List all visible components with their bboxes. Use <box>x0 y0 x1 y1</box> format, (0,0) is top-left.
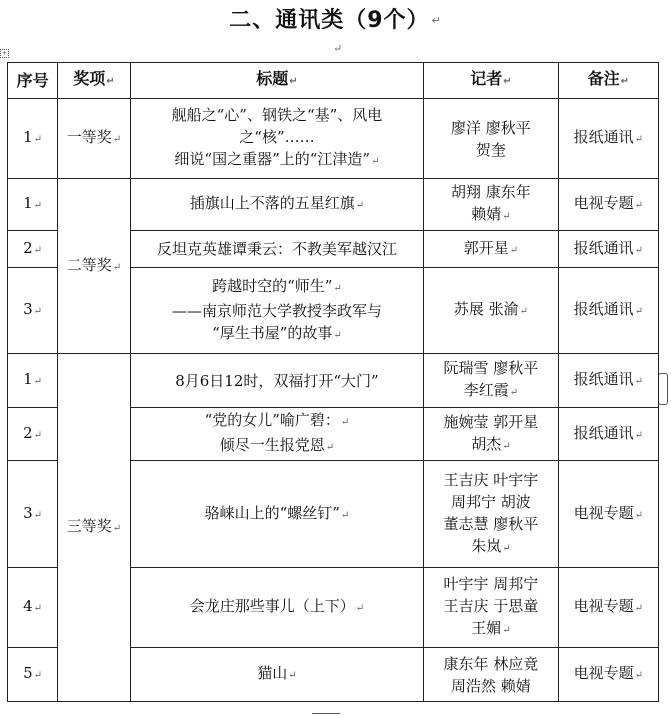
cell-title: 插旗山上不落的五星红旗↵ <box>130 179 423 231</box>
cell-no: 1↵ <box>8 99 58 179</box>
cell-no: 3↵ <box>8 461 58 568</box>
cell-no: 3↵ <box>8 268 58 354</box>
cell-title: “党的女儿”喻广碧：↵ 倾尽一生报党恩↵ <box>130 408 423 461</box>
cell-reporter: 胡翔 康东年 赖婧↵ <box>424 179 558 231</box>
cell-reporter: 叶宇宇 周邦宁 王吉庆 于思童 王媚↵ <box>424 568 558 648</box>
table-row <box>8 99 659 179</box>
header-no: 序号 <box>8 63 58 99</box>
table-move-handle-icon[interactable]: + <box>1 50 8 57</box>
cell-reporter: 郭开星↵ <box>424 231 558 268</box>
awards-table <box>7 62 659 702</box>
page-edge-handle-icon <box>312 713 340 718</box>
cell-reporter: 廖洋 廖秋平 贺奎 <box>424 99 558 179</box>
cell-award: 二等奖↵ <box>58 179 131 354</box>
cell-reporter: 苏展 张渝↵ <box>424 268 558 354</box>
cell-no: 2↵ <box>8 408 58 461</box>
cell-note: 报纸通讯↵ <box>558 99 658 179</box>
header-title: 标题↵ <box>130 63 423 99</box>
cell-reporter: 康东年 林应竟 周浩然 赖婧 <box>424 648 558 702</box>
paragraph-mark-icon: ↵ <box>333 42 343 55</box>
cell-title: 骆崃山上的“螺丝钉”↵ <box>130 461 423 568</box>
header-note: 备注↵ <box>558 63 658 99</box>
cell-no: 1↵ <box>8 179 58 231</box>
cell-note: 报纸通讯↵ <box>558 231 658 268</box>
cell-title: 猫山↵ <box>130 648 423 702</box>
cell-reporter: 阮瑞雪 廖秋平 李红霞↵ <box>424 354 558 408</box>
cell-note: 报纸通讯↵ <box>558 354 658 408</box>
table-header-row <box>8 63 659 99</box>
cell-no: 5↵ <box>8 648 58 702</box>
cell-title: 跨越时空的“师生”↵ ——南京师范大学教授李政军与 “厚生书屋”的故事↵ <box>130 268 423 354</box>
cell-note: 报纸通讯↵ <box>558 268 658 354</box>
header-reporter: 记者↵ <box>424 63 558 99</box>
cell-title: 舰船之“心”、钢铁之“基”、风电 之“核”…… 细说“国之重器”上的“江津造”↵ <box>130 99 423 179</box>
cell-note: 电视专题↵ <box>558 461 658 568</box>
cell-no: 2↵ <box>8 231 58 268</box>
cell-no: 4↵ <box>8 568 58 648</box>
table-row <box>8 179 659 231</box>
paragraph-mark-icon: ↵ <box>431 14 442 27</box>
table-row <box>8 354 659 408</box>
cell-title: 反坦克英雄谭秉云：不教美军越汉江 <box>130 231 423 268</box>
cell-reporter: 施婉莹 郭开星 胡杰↵ <box>424 408 558 461</box>
document-title-text: 二、通讯类（9个） <box>229 8 430 33</box>
header-award: 奖项↵ <box>58 63 131 99</box>
cell-reporter: 王吉庆 叶宇宇 周邦宁 胡波 董志慧 廖秋平 朱岚↵ <box>424 461 558 568</box>
cell-note: 报纸通讯↵ <box>558 408 658 461</box>
cell-title: 8月6日12时，双福打开“大门” <box>130 354 423 408</box>
table-resize-handle-icon[interactable] <box>658 373 668 405</box>
cell-award: 三等奖↵ <box>58 354 131 702</box>
cell-award: 一等奖↵ <box>58 99 131 179</box>
cell-no: 1↵ <box>8 354 58 408</box>
cell-note: 电视专题↵ <box>558 568 658 648</box>
cell-title: 会龙庄那些事儿（上下）↵ <box>130 568 423 648</box>
cell-note: 电视专题↵ <box>558 179 658 231</box>
document-title <box>0 6 671 36</box>
cell-note: 电视专题↵ <box>558 648 658 702</box>
